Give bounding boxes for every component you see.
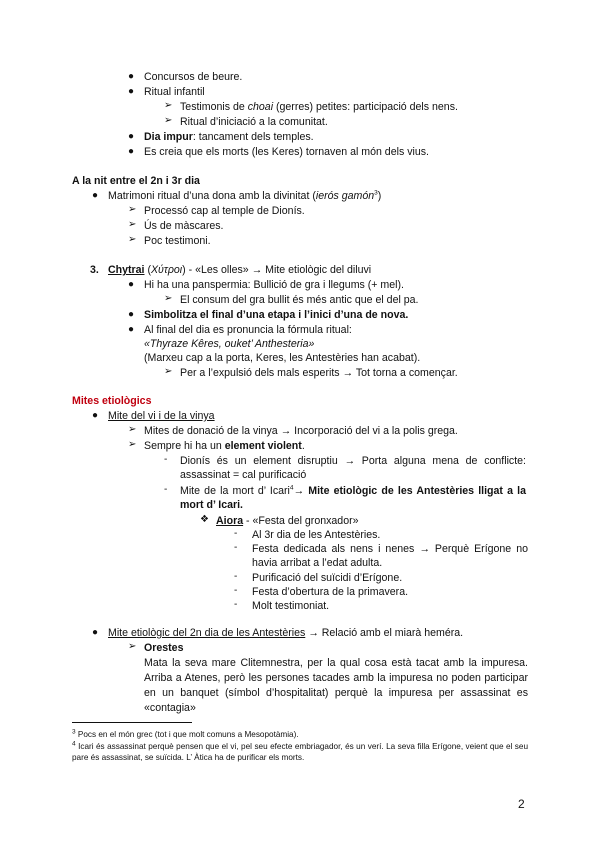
list-number: 3. — [90, 264, 99, 276]
dash-icon: - — [164, 454, 168, 465]
arrow-icon: ➢ — [128, 219, 137, 230]
bullet-icon: ● — [92, 627, 99, 638]
list-item: Concursos de beure. — [144, 71, 243, 83]
bullet-icon: ● — [128, 146, 135, 157]
dash-icon: - — [234, 528, 238, 539]
list-item: Matrimoni ritual d’una dona amb la divinitat (ierós gamón$^3$) — [108, 189, 382, 202]
list-item: Dia impur: tancament dels temples. — [144, 131, 314, 143]
list-item: Mites de donació de la vinya → Incorporació del vi a la polis grega. — [144, 425, 458, 437]
list-item: Testimonis de choai (gerres) petites: participació dels nens. — [180, 101, 458, 113]
arrow-icon: ➢ — [164, 366, 173, 377]
section-heading: A la nit entre el 2n i 3r dia — [72, 175, 200, 187]
list-item: Poc testimoni. — [144, 235, 211, 247]
chytrai-heading: Chytrai (Χύτροι) - «Les olles» → Mite etiològic del diluvi — [108, 264, 372, 276]
bullet-icon: ● — [128, 324, 135, 335]
dash-icon: - — [164, 484, 168, 495]
list-item: Molt testimoniat. — [252, 600, 330, 612]
footnote-4: $^4$ Icari és assassinat perquè pensen que el vi, pel seu efecte embriagador, és un verí. La seva filla Erígone, veient que el seu pare és assassinat, se suïcida. L’ Àtica ha de purificar els morts. — [72, 740, 528, 762]
list-item: Ritual infantil — [144, 86, 205, 98]
orestes-paragraph: Mata la seva mare Clitemnestra, per la qual cosa està tacat amb la impuresa. Arriba a Atenes, però les persones tacades amb la impuresa no poden participar en un banquet (símbol d’hospitalitat) perquè la impuresa per assassinat es «contagia» — [144, 657, 528, 714]
bullet-icon: ● — [92, 410, 99, 421]
list-item: Dionís és un element disruptiu → Porta alguna mena de conflicte: assassinat = cal purificació — [180, 455, 526, 481]
arrow-icon: ➢ — [128, 234, 137, 245]
list-item: Al 3r dia de les Antestèries. — [252, 529, 381, 541]
arrow-icon: ➢ — [128, 641, 137, 652]
list-item: Simbolitza el final d’una etapa i l’inici d’una de nova. — [144, 309, 409, 321]
list-item: Es creia que els morts (les Keres) tornaven al món dels vius. — [144, 146, 429, 158]
footnote-divider — [72, 722, 192, 723]
arrow-icon: ➢ — [164, 100, 173, 111]
translation: (Marxeu cap a la porta, Keres, les Antestèries han acabat). — [144, 352, 421, 364]
arrow-icon: ➢ — [164, 293, 173, 304]
section-heading: Mites etiològics — [72, 395, 152, 407]
bullet-icon: ● — [92, 190, 99, 201]
list-item: Ritual d’iniciació a la comunitat. — [180, 116, 328, 128]
diamond-icon: ❖ — [200, 514, 209, 525]
dash-icon: - — [234, 585, 238, 596]
dash-icon: - — [234, 599, 238, 610]
ritual-formula: «Thyraze Kêres, ouket’ Anthesteria» — [144, 338, 315, 350]
dash-icon: - — [234, 571, 238, 582]
bullet-icon: ● — [128, 71, 135, 82]
arrow-icon: ➢ — [164, 115, 173, 126]
list-item: Purificació del suïcidi d’Erígone. — [252, 572, 403, 584]
list-item: Mite etiològic del 2n dia de les Antestèries → Relació amb el miarà heméra. — [108, 627, 464, 639]
arrow-icon: ➢ — [128, 439, 137, 450]
list-item: Ús de màscares. — [144, 220, 224, 232]
footnote-3: $^3$ Pocs en el món grec (tot i que molt comuns a Mesopotàmia). — [72, 728, 299, 739]
bullet-icon: ● — [128, 309, 135, 320]
bullet-icon: ● — [128, 131, 135, 142]
arrow-icon: ➢ — [128, 424, 137, 435]
orestes-heading: Orestes — [144, 642, 184, 654]
arrow-icon: ➢ — [128, 204, 137, 215]
bullet-icon: ● — [128, 279, 135, 290]
list-item: Festa d’obertura de la primavera. — [252, 586, 409, 598]
list-item: Mite del vi i de la vinya — [108, 410, 215, 422]
list-item: Hi ha una panspermia: Bullició de gra i llegums (+ mel). — [144, 279, 404, 291]
list-item: El consum del gra bullit és més antic que el del pa. — [180, 294, 419, 306]
aiora-heading: Aiora - «Festa del gronxador» — [216, 515, 359, 527]
bullet-icon: ● — [128, 86, 135, 97]
list-item: Al final del dia es pronuncia la fórmula ritual: — [144, 324, 352, 336]
dash-icon: - — [234, 542, 238, 553]
list-item: Festa dedicada als nens i nenes → Perquè Erígone no havia arribat a l’edat adulta. — [252, 543, 528, 569]
list-item: Per a l’expulsió dels mals esperits → Tot torna a començar. — [180, 367, 458, 379]
list-item: Sempre hi ha un element violent. — [144, 440, 305, 452]
page-number: 2 — [518, 797, 525, 811]
list-item: Mite de la mort d’ Icari$^4$→ Mite etiològic de les Antestèries lligat a la mort d’ Icari. — [180, 484, 526, 511]
list-item: Processó cap al temple de Dionís. — [144, 205, 305, 217]
